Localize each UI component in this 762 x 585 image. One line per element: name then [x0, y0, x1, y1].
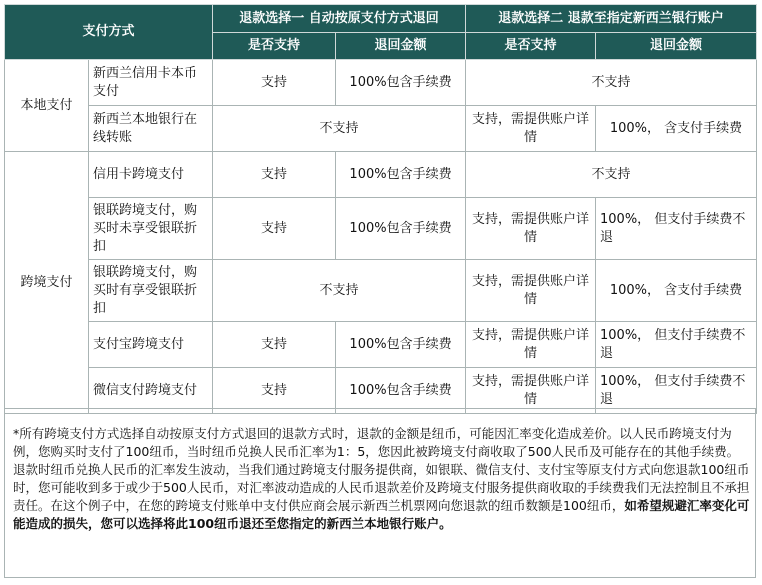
category-local: 本地支付 — [5, 60, 89, 152]
header-option-1-amount: 退回金额 — [336, 33, 466, 60]
note-bold-text: 如希望规避汇率变化可能造成的损失，您可以选择将此100纽币退还至您指定的新西兰本地银行账户。 — [13, 498, 750, 531]
table-row — [5, 198, 757, 260]
option-1-amount: 100%包含手续费 — [336, 322, 466, 368]
option-1-support: 支持 — [213, 198, 336, 260]
header-payment-method: 支付方式 — [5, 5, 213, 60]
option-2-support: 支持，需提供账户详情 — [466, 368, 596, 414]
table-row — [5, 368, 757, 414]
table-row — [5, 260, 757, 322]
option-1-not-supported: 不支持 — [213, 106, 466, 152]
header-option-2: 退款选择二 退款至指定新西兰银行账户 — [466, 5, 757, 33]
table-row — [5, 152, 757, 198]
option-2-support: 支持，需提供账户详情 — [466, 198, 596, 260]
option-2-support: 支持，需提供账户详情 — [466, 260, 596, 322]
option-2-support: 支持，需提供账户详情 — [466, 106, 596, 152]
payment-method: 银联跨境支付，购买时未享受银联折扣 — [89, 198, 213, 260]
option-1-support: 支持 — [213, 152, 336, 198]
option-2-amount: 100%， 含支付手续费 — [596, 106, 757, 152]
payment-method: 微信支付跨境支付 — [89, 368, 213, 414]
option-2-amount: 100%， 但支付手续费不退 — [596, 368, 757, 414]
header-option-2-support: 是否支持 — [466, 33, 596, 60]
option-1-support: 支持 — [213, 368, 336, 414]
option-2-not-supported: 不支持 — [466, 152, 757, 198]
option-2-amount: 100%， 但支付手续费不退 — [596, 322, 757, 368]
table-row — [5, 60, 757, 106]
option-1-support: 支持 — [213, 322, 336, 368]
header-option-1: 退款选择一 自动按原支付方式退回 — [213, 5, 466, 33]
option-2-amount: 100%， 含支付手续费 — [596, 260, 757, 322]
exchange-rate-note — [4, 408, 756, 578]
option-1-amount: 100%包含手续费 — [336, 368, 466, 414]
header-option-1-support: 是否支持 — [213, 33, 336, 60]
payment-method: 银联跨境支付，购买时有享受银联折扣 — [89, 260, 213, 322]
option-1-amount: 100%包含手续费 — [336, 198, 466, 260]
note-text: *所有跨境支付方式选择自动按原支付方式退回的退款方式时，退款的金额是纽币，可能因汇率变化造成差价。以人民币跨境支付为例，您购买时支付了100纽币，当时纽币兑换人民币汇率为1：5，您因此被跨境支付商收取了500人民币及可能存在的其他手续费。退款时纽币兑换人民币的汇率发生波动，当我们通过跨境支付服务提供商，如银联、微信支付、支付宝等原支付方式向您退款100纽币时，您可能收到多于或少于500人民币，对汇率波动造成的人民币退款差价及跨境支付服务提供商收取的手续费我们无法控制且不承担责任。在这个例子中，在您的跨境支付账单中支付供应商会展示新西兰机票网向您退款的纽币数额是100纽币， — [13, 426, 750, 513]
header-option-2-amount: 退回金额 — [596, 33, 757, 60]
option-1-amount: 100%包含手续费 — [336, 152, 466, 198]
refund-options-table — [4, 4, 757, 414]
category-cross-border: 跨境支付 — [5, 152, 89, 414]
payment-method: 支付宝跨境支付 — [89, 322, 213, 368]
option-2-not-supported: 不支持 — [466, 60, 757, 106]
option-2-support: 支持，需提供账户详情 — [466, 322, 596, 368]
payment-method: 新西兰本地银行在线转账 — [89, 106, 213, 152]
option-2-amount: 100%， 但支付手续费不退 — [596, 198, 757, 260]
option-1-not-supported: 不支持 — [213, 260, 466, 322]
payment-method: 信用卡跨境支付 — [89, 152, 213, 198]
table-row — [5, 106, 757, 152]
payment-method: 新西兰信用卡本币支付 — [89, 60, 213, 106]
table-row — [5, 322, 757, 368]
option-1-support: 支持 — [213, 60, 336, 106]
option-1-amount: 100%包含手续费 — [336, 60, 466, 106]
